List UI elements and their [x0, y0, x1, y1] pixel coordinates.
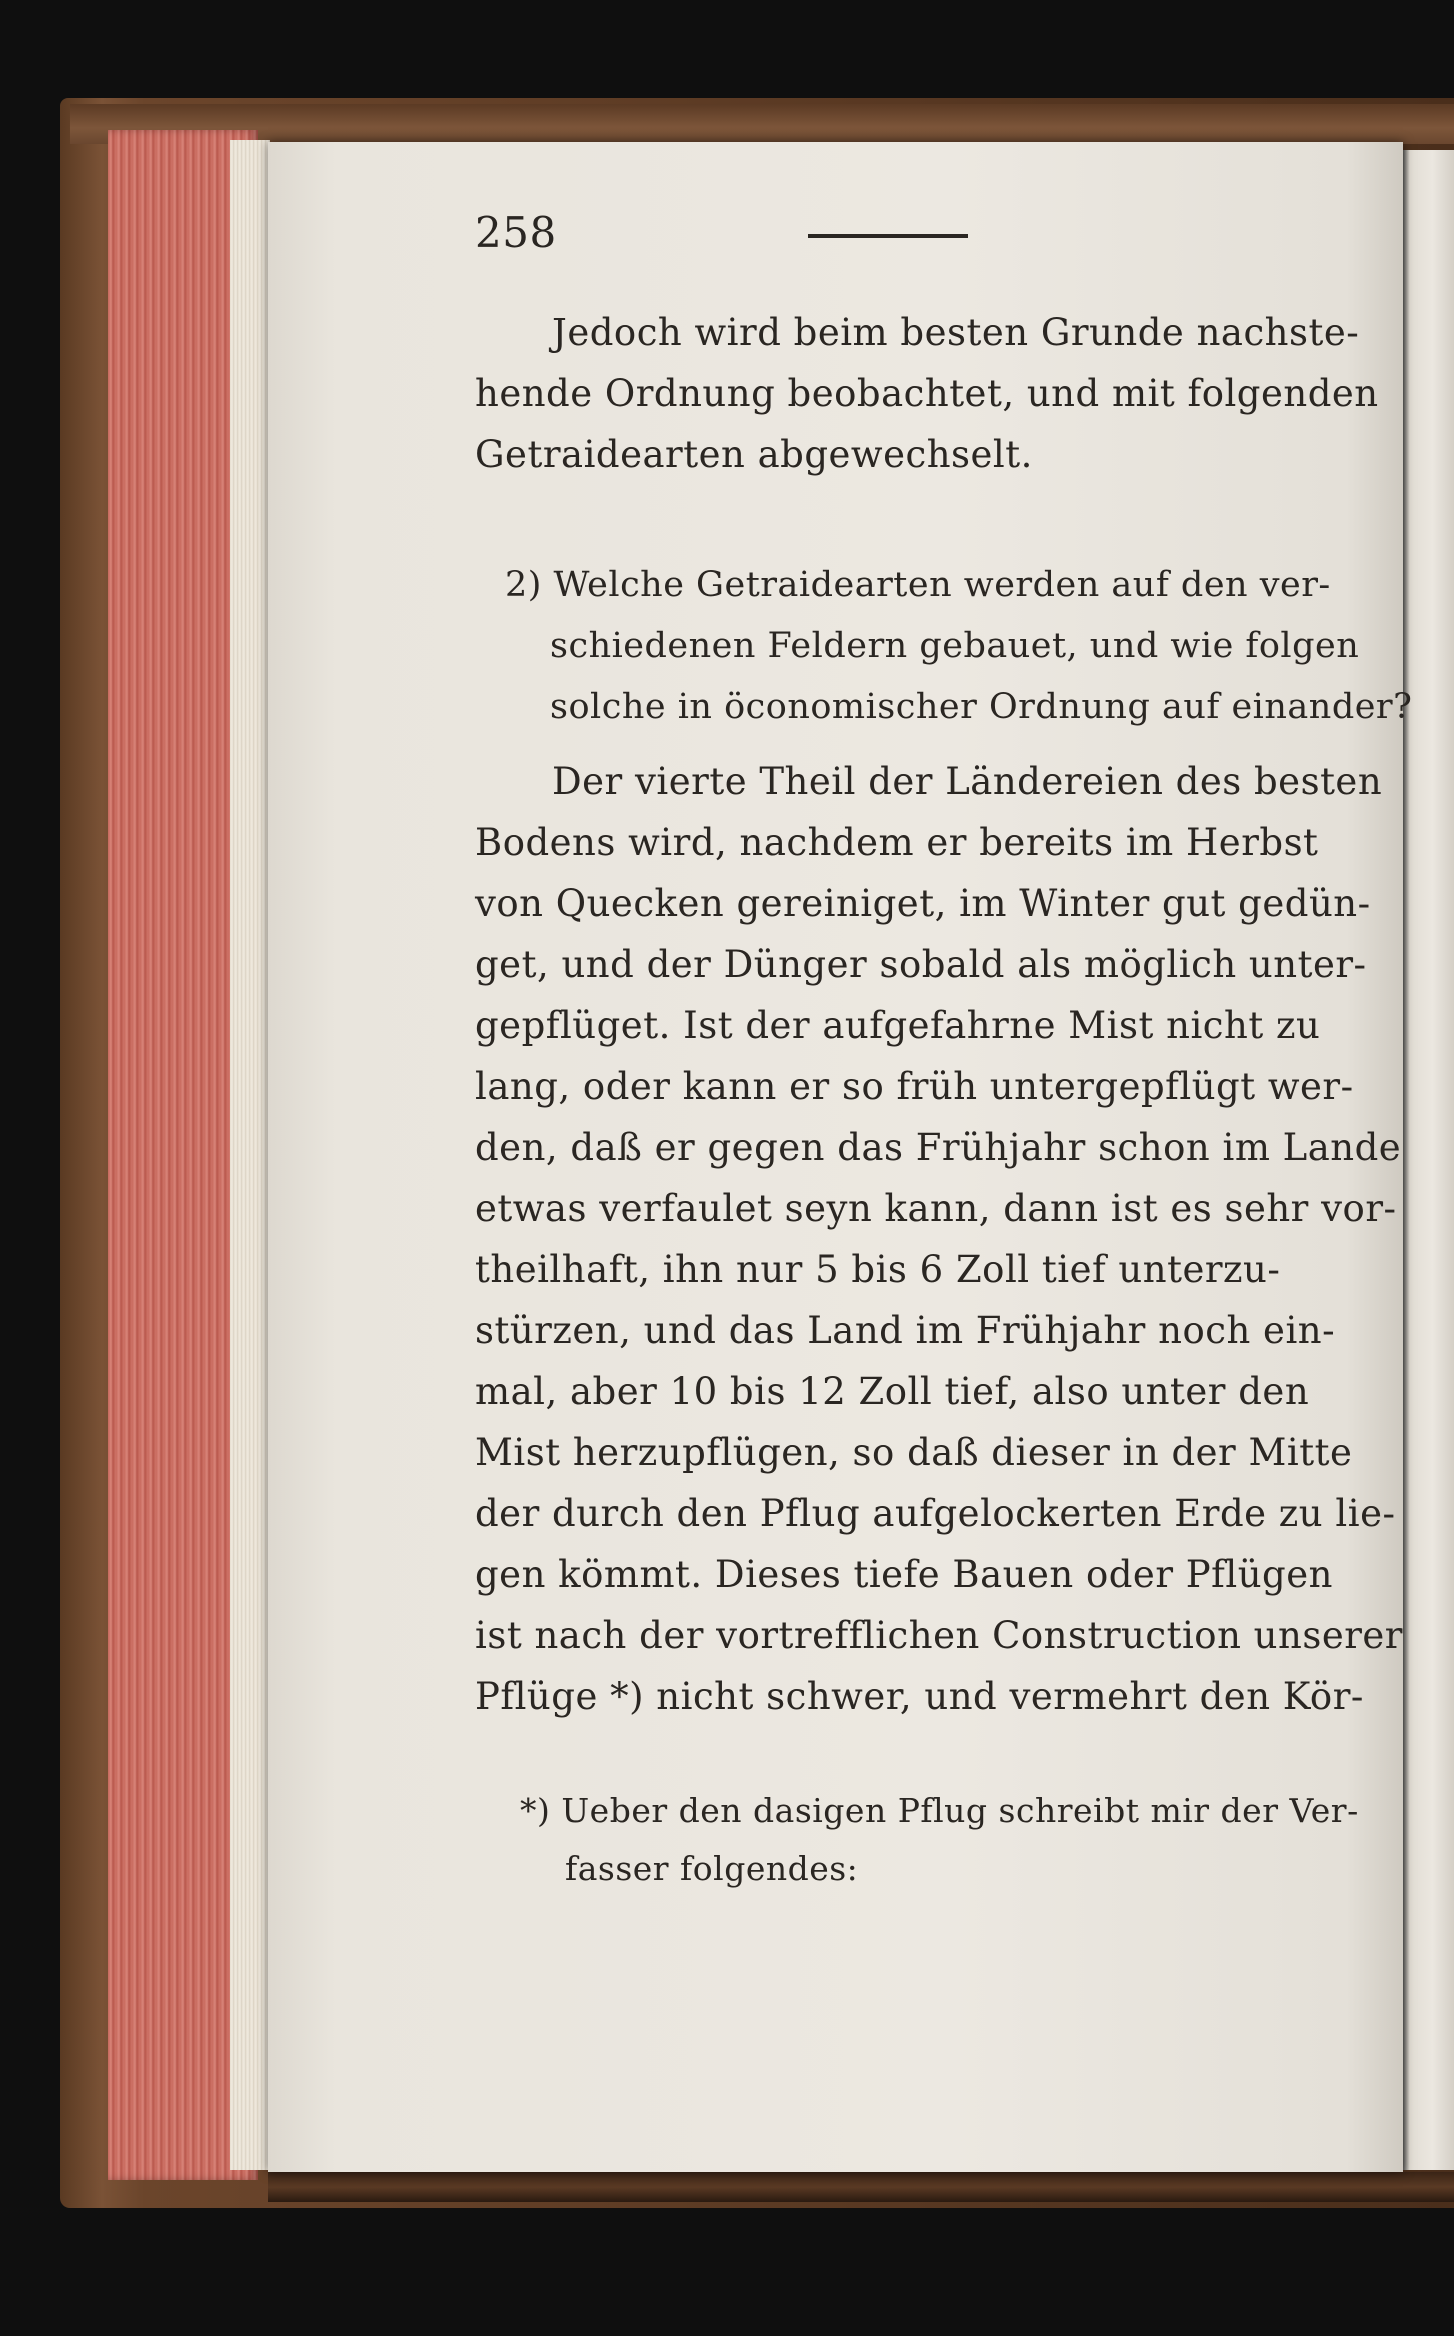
- paragraph-line: stürzen, und das Land im Frühjahr noch ein-: [475, 1309, 1336, 1352]
- footnote-line: *) Ueber den dasigen Pflug schreibt mir der Ver-: [520, 1791, 1359, 1830]
- paragraph-line: Der vierte Theil der Ländereien des besten: [552, 760, 1383, 803]
- paragraph-line: theilhaft, ihn nur 5 bis 6 Zoll tief unterzu-: [475, 1248, 1281, 1291]
- paragraph-line: hende Ordnung beobachtet, und mit folgenden: [475, 372, 1379, 415]
- paragraph-line: den, daß er gegen das Frühjahr schon im Lande: [475, 1126, 1402, 1169]
- paragraph-line: ist nach der vortrefflichen Construction unserer: [475, 1614, 1403, 1657]
- paragraph-line: Getraidearten abgewechselt.: [475, 433, 1033, 476]
- paragraph-line: der durch den Pflug aufgelockerten Erde zu lie-: [475, 1492, 1396, 1535]
- paragraph-line: etwas verfaulet seyn kann, dann ist es sehr vor-: [475, 1187, 1397, 1230]
- paragraph-line: lang, oder kann er so früh untergepflügt wer-: [475, 1065, 1354, 1108]
- question-line: solche in öconomischer Ordnung auf einander?: [550, 687, 1413, 727]
- header-rule: [808, 234, 968, 238]
- paragraph-line: mal, aber 10 bis 12 Zoll tief, also unter den: [475, 1370, 1310, 1413]
- book-bottom-edge: [268, 2172, 1454, 2202]
- paragraph-line: get, und der Dünger sobald als möglich unter-: [475, 943, 1367, 986]
- paragraph-line: gen kömmt. Dieses tiefe Bauen oder Pflügen: [475, 1553, 1333, 1596]
- paragraph-line: Jedoch wird beim besten Grunde nachste-: [552, 311, 1360, 354]
- footnote-line: fasser folgendes:: [565, 1849, 859, 1888]
- facing-page-edge: [1400, 150, 1454, 2170]
- paragraph-line: Pflüge *) nicht schwer, und vermehrt den Kör-: [475, 1675, 1364, 1718]
- paragraph-line: von Quecken gereiniget, im Winter gut gedün-: [475, 882, 1371, 925]
- question-line: schiedenen Feldern gebauet, und wie folgen: [550, 626, 1360, 666]
- page-stack-edge: [230, 140, 270, 2170]
- paragraph-line: Bodens wird, nachdem er bereits im Herbst: [475, 821, 1319, 864]
- page-number: 258: [475, 208, 557, 257]
- paragraph-line: gepflüget. Ist der aufgefahrne Mist nicht zu: [475, 1004, 1321, 1047]
- book-cover-top-edge: [70, 104, 1454, 144]
- question-line: 2) Welche Getraidearten werden auf den ver-: [505, 565, 1331, 605]
- paragraph-line: Mist herzupflügen, so daß dieser in der Mitte: [475, 1431, 1353, 1474]
